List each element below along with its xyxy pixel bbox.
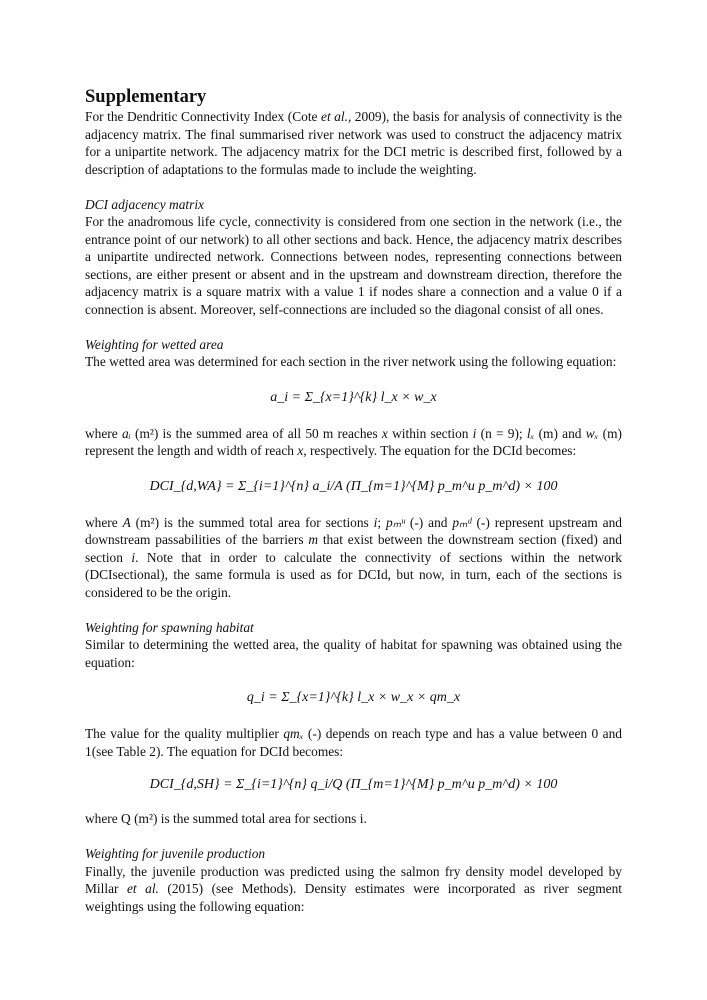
- page-title: Supplementary: [85, 87, 207, 107]
- spawning-explanation: The value for the quality multiplier qmₓ (-) depends on reach type and has a value between 0 and 1(see Table 2). The equation for DCId becomes:: [85, 726, 622, 759]
- spawning-paragraph: Similar to determining the wetted area, the quality of habitat for spawning was obtained using the equation:: [85, 637, 622, 670]
- equation-spawning: q_i = Σ_{x=1}^{k} l_x × w_x × qm_x: [246, 690, 461, 705]
- section-heading-dci: DCI adjacency matrix: [85, 196, 204, 212]
- section-heading-wetted-area: Weighting for wetted area: [85, 336, 224, 352]
- wetted-area-paragraph: The wetted area was determined for each section in the river network using the following equation:: [85, 354, 617, 369]
- wetted-area-explanation: where aᵢ (m²) is the summed area of all 50 m reaches x within section i (n = 9); lₓ (m) and wₓ (m) represent the length and width of reach x, respectively. The equation for the DCId becomes:: [85, 425, 622, 458]
- equation-dci-sh: DCI_{d,SH} = Σ_{i=1}^{n} q_i/Q (Π_{m=1}^{M} p_m^u p_m^d) × 100: [149, 777, 558, 792]
- intro-paragraph: For the Dendritic Connectivity Index (Cote et al., 2009), the basis for analysis of connectivity is the adjacency matrix. The final summarised river network was used to construct the adjacency matrix for a unipartite network. The adjacency matrix for the DCI metric is described first, followed by a description of adaptations to the formulas made to include the weighting.: [85, 109, 623, 177]
- dci-paragraph: For the anadromous life cycle, connectivity is considered from one section in the network (i.e., the entrance point of our network) to all other sections and back. Hence, the adjacency matrix describes a unipartite undirected network. Connections between nodes, representing connections between sections, are either present or absent and in the upstream and downstream direction, therefore the adjacency matrix is a square matrix with a value 1 if nodes share a connection and a value 0 if a connection is absent. Moreover, self-connections are included so the diagonal consist of all ones.: [85, 214, 622, 317]
- dci-sh-explanation: where Q (m²) is the summed total area for sections i.: [85, 811, 367, 826]
- document-page: [85, 86, 622, 915]
- equation-wetted-area: a_i = Σ_{x=1}^{k} l_x × w_x: [270, 389, 437, 405]
- section-heading-spawning: Weighting for spawning habitat: [85, 619, 254, 635]
- dci-wa-explanation: where A (m²) is the summed total area for sections i; pₘᵘ (-) and pₘᵈ (-) represent upstream and downstream passabilities of the barriers m that exist between the downstream section (fixed) and section i. Note that in order to calculate the connectivity of sections within the network (DCIsectional), the same formula is used as for DCId, but now, in turn, each of the sections is considered to be the origin.: [85, 514, 623, 600]
- section-heading-juvenile: Weighting for juvenile production: [85, 846, 266, 861]
- equation-dci-wa: DCI_{d,WA} = Σ_{i=1}^{n} a_i/A (Π_{m=1}^{M} p_m^u p_m^d) × 100: [149, 478, 558, 494]
- juvenile-paragraph: Finally, the juvenile production was predicted using the salmon fry density model developed by Millar et al. (2015) (see Methods). Density estimates were incorporated as river segment weightings using the following equation:: [85, 863, 622, 914]
